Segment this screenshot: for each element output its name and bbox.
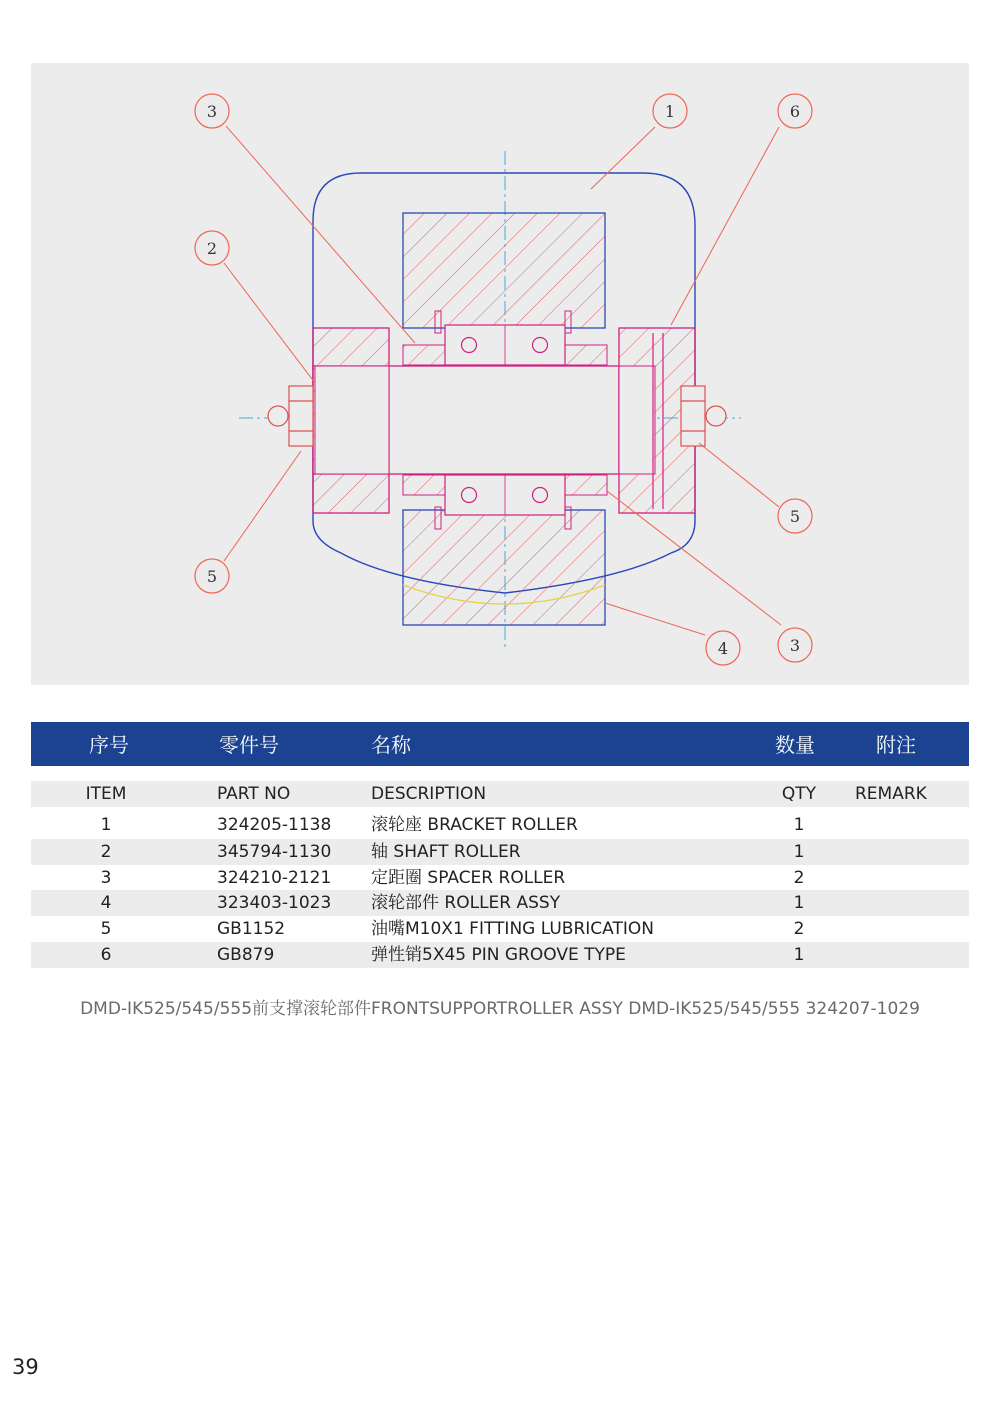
page-number: 39 bbox=[12, 1355, 39, 1379]
table-row bbox=[31, 812, 969, 838]
cell-item: 6 bbox=[100, 945, 112, 965]
cell-qty: 1 bbox=[793, 842, 805, 862]
cell-qty: 1 bbox=[793, 945, 805, 965]
cell-part-no: 324205-1138 bbox=[217, 815, 332, 835]
cell-item: 2 bbox=[100, 842, 112, 862]
header-remark-en: REMARK bbox=[855, 784, 927, 804]
table-row bbox=[31, 942, 969, 968]
header-part-cn: 零件号 bbox=[219, 733, 279, 757]
cell-description: 滚轮座 BRACKET ROLLER bbox=[371, 815, 578, 835]
cell-part-no: GB1152 bbox=[217, 919, 286, 939]
grease-fitting-right bbox=[681, 386, 726, 446]
header-desc-en: DESCRIPTION bbox=[371, 784, 487, 804]
cell-part-no: 345794-1130 bbox=[217, 842, 332, 862]
callout-label: 1 bbox=[664, 102, 676, 121]
callout-label: 3 bbox=[206, 102, 218, 121]
callout-label: 4 bbox=[717, 639, 729, 658]
spacer-top-right bbox=[565, 345, 607, 365]
cell-item: 5 bbox=[100, 919, 112, 939]
table-row bbox=[31, 916, 969, 942]
cell-qty: 2 bbox=[793, 868, 805, 888]
spacer-top-left bbox=[403, 345, 445, 365]
header-qty-cn: 数量 bbox=[775, 733, 815, 757]
cell-qty: 1 bbox=[793, 893, 805, 913]
cell-description: 滚轮部件 ROLLER ASSY bbox=[371, 893, 561, 913]
roller-assembly-diagram bbox=[31, 63, 969, 685]
cell-description: 定距圈 SPACER ROLLER bbox=[371, 868, 566, 888]
table-row bbox=[31, 890, 969, 916]
cell-qty: 2 bbox=[793, 919, 805, 939]
cell-description: 油嘴M10X1 FITTING LUBRICATION bbox=[371, 919, 654, 939]
assembly-caption: DMD-IK525/545/555前支撑滚轮部件FRONTSUPPORTROLLER ASSY DMD-IK525/545/555 324207-1029 bbox=[80, 999, 920, 1019]
header-desc-cn: 名称 bbox=[371, 733, 411, 757]
cell-description: 弹性销5X45 PIN GROOVE TYPE bbox=[371, 945, 626, 965]
table-row bbox=[31, 839, 969, 865]
right-hub-bore bbox=[619, 366, 655, 474]
cell-item: 1 bbox=[100, 815, 112, 835]
spacer-bottom-left bbox=[403, 475, 445, 495]
table-row bbox=[31, 865, 969, 891]
cell-part-no: 323403-1023 bbox=[217, 893, 332, 913]
callout-label: 5 bbox=[206, 567, 218, 586]
callout-label: 6 bbox=[789, 102, 801, 121]
header-item-cn: 序号 bbox=[89, 733, 129, 757]
assembly-drawing bbox=[31, 63, 969, 685]
header-qty-en: QTY bbox=[781, 784, 817, 804]
header-remark-cn: 附注 bbox=[876, 733, 916, 757]
spacer-bottom-right bbox=[565, 475, 607, 495]
left-hub-bore bbox=[315, 366, 389, 474]
callout-label: 5 bbox=[789, 507, 801, 526]
roller-body-top bbox=[403, 213, 605, 328]
header-item-en: ITEM bbox=[85, 784, 127, 804]
cell-qty: 1 bbox=[793, 815, 805, 835]
cell-description: 轴 SHAFT ROLLER bbox=[371, 842, 521, 862]
table-header-en bbox=[31, 781, 969, 807]
cell-part-no: GB879 bbox=[217, 945, 275, 965]
cell-part-no: 324210-2121 bbox=[217, 868, 332, 888]
header-part-en: PART NO bbox=[217, 784, 291, 804]
grease-fitting-left bbox=[268, 386, 313, 446]
cell-item: 4 bbox=[100, 893, 112, 913]
callout-label: 3 bbox=[789, 636, 801, 655]
table-header-cn bbox=[31, 722, 969, 766]
callout-label: 2 bbox=[206, 239, 218, 258]
cell-item: 3 bbox=[100, 868, 112, 888]
roller-body-bottom bbox=[403, 510, 605, 625]
